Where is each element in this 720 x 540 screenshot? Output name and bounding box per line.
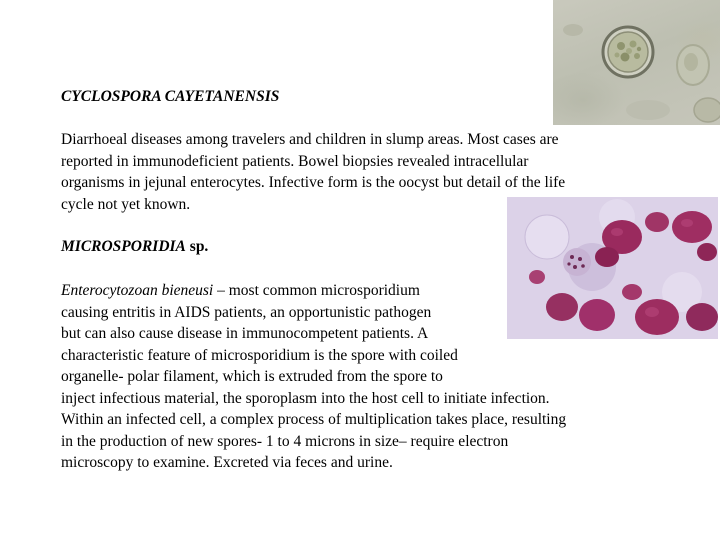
microsporidia-first-line-text: – most common microsporidium [213,282,420,299]
microsporidia-line: microscopy to examine. Excreted via feces and urine. [61,454,393,471]
microsporidia-heading-name: MICROSPORIDIA [61,238,186,255]
microsporidia-line: Within an infected cell, a complex process of multiplication takes place, resulting [61,411,567,428]
species-name: Enterocytozoan bieneusi [61,282,214,299]
cyclospora-line: reported in immunodeficient patients. Bowel biopsies revealed intracellular [61,152,529,170]
cyclospora-line: cycle not yet known. [61,195,191,213]
microsporidia-line [61,280,566,302]
microsporidia-line: characteristic feature of microsporidium is the spore with coiled [61,346,458,364]
microsporidia-line: in the production of new spores- 1 to 4 microns in size– require electron [61,432,509,450]
cyclospora-line: organisms in jejunal enterocytes. Infective form is the oocyst but detail of the life [61,174,566,191]
microsporidia-heading-suffix: sp. [185,238,209,255]
cyclospora-line: Diarrhoeal diseases among travelers and children in slump areas. Most cases are [61,131,559,148]
microsporidia-description [61,280,566,474]
cyclospora-oocyst-micrograph [553,0,720,125]
microsporidia-line: causing entritis in AIDS patients, an opportunistic pathogen [61,303,432,321]
cyclospora-heading: CYCLOSPORA CAYETANENSIS [61,88,280,105]
microsporidia-line: inject infectious material, the sporoplasm into the host cell to initiate infection. [61,389,550,407]
cyclospora-description [61,129,565,215]
microsporidia-line: but can also cause disease in immunocompetent patients. A [61,325,429,342]
oocyst-micrograph-drawing [553,0,720,125]
microsporidia-line: organelle- polar filament, which is extruded from the spore to [61,368,443,385]
microsporidia-heading [61,236,208,258]
